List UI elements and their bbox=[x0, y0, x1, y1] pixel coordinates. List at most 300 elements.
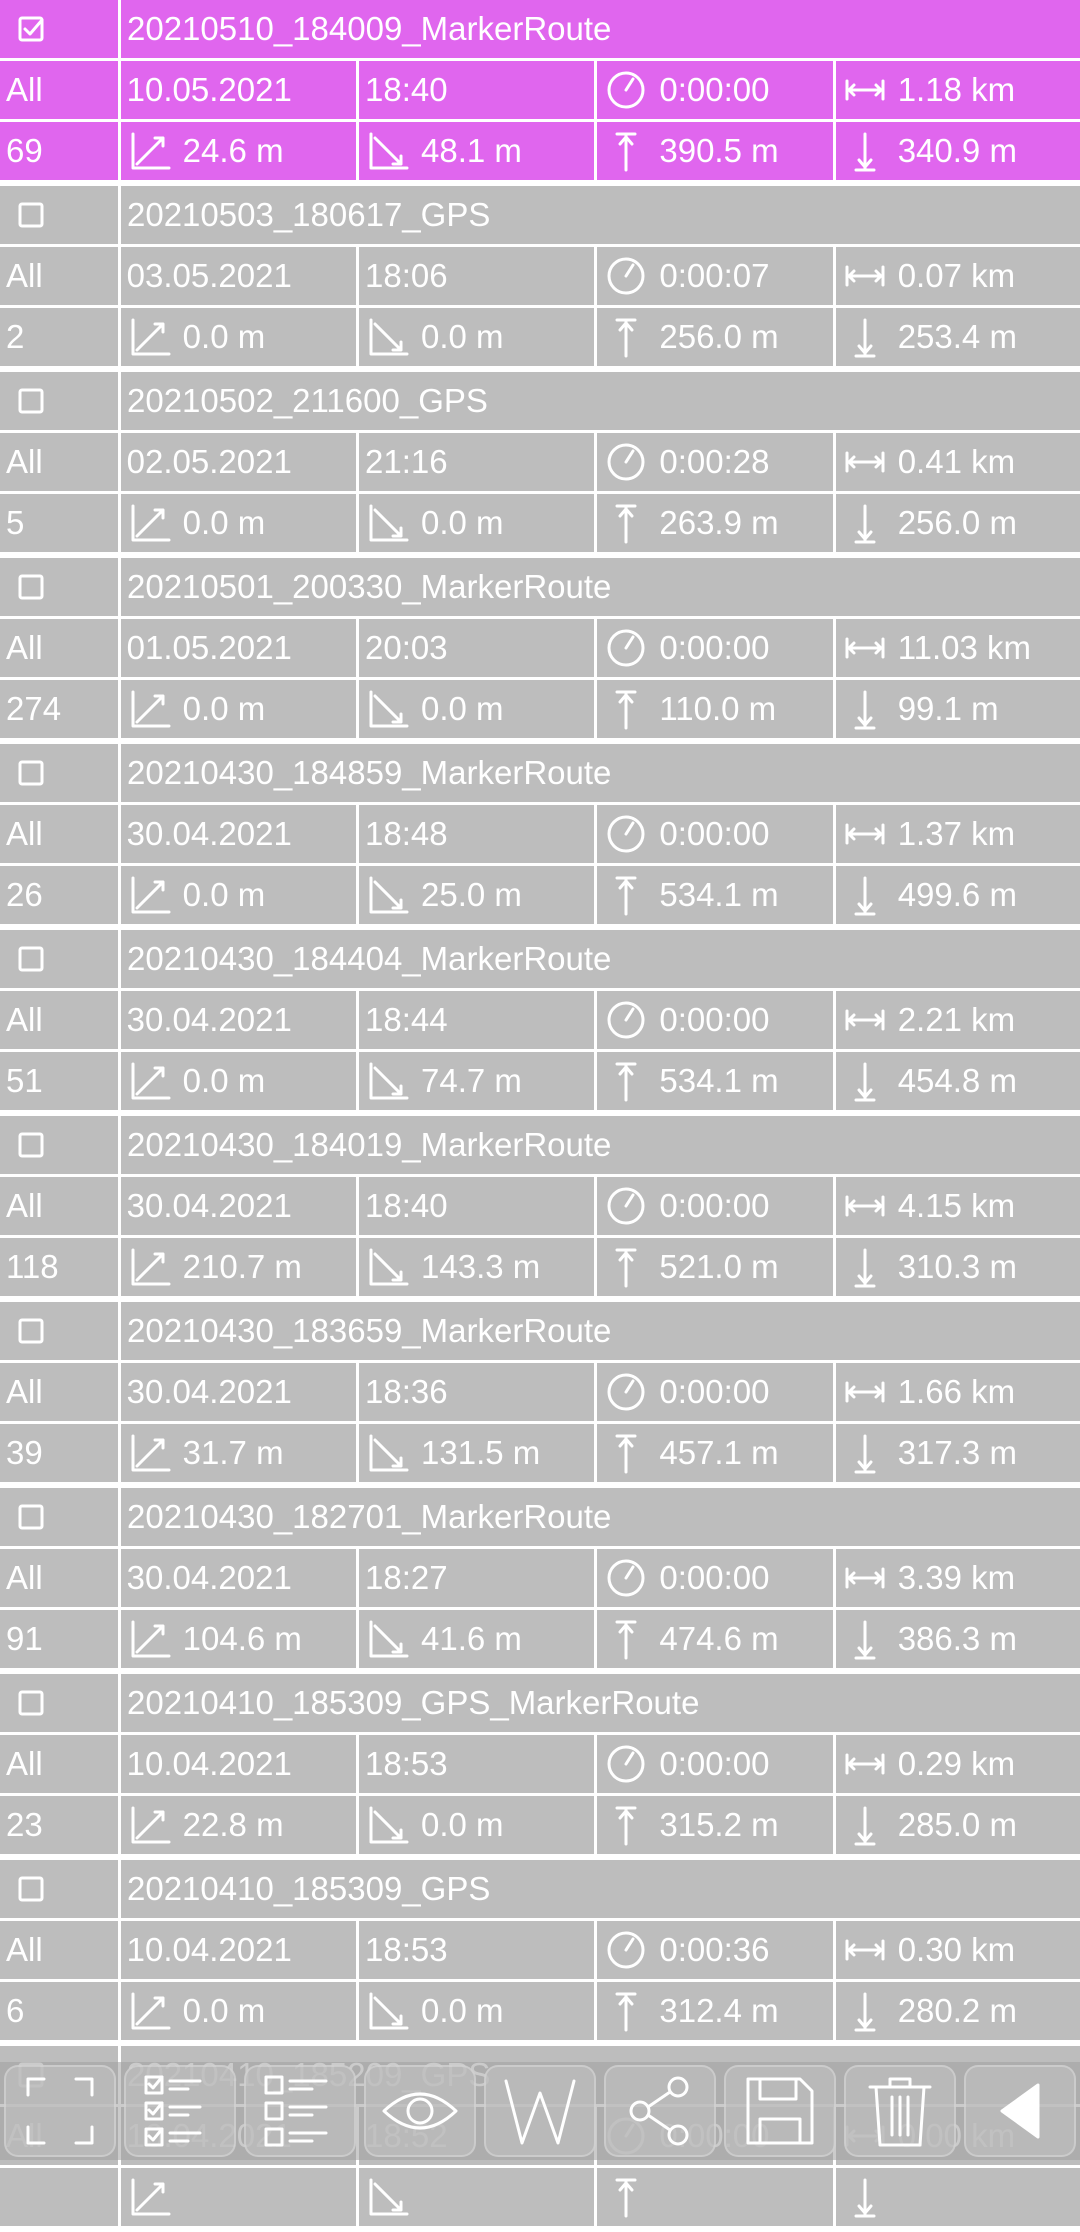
descent-icon bbox=[365, 1802, 411, 1848]
track-info-row bbox=[0, 1549, 1080, 1607]
track-filter: All bbox=[0, 1549, 118, 1607]
delete-button[interactable] bbox=[844, 2065, 956, 2157]
climb-icon bbox=[127, 2174, 173, 2220]
track-max-alt: 263.9 m bbox=[659, 504, 779, 541]
track-info-row bbox=[0, 1735, 1080, 1793]
clock-icon bbox=[603, 253, 649, 299]
track-checkbox[interactable] bbox=[0, 0, 118, 58]
track-descent: 0.0 m bbox=[421, 318, 504, 355]
track-min-alt: 340.9 m bbox=[897, 132, 1017, 169]
track-name: 20210430_183659_MarkerRoute bbox=[121, 1302, 1080, 1360]
track-points: 118 bbox=[0, 1238, 118, 1296]
track-time: 18:40 bbox=[359, 1177, 594, 1235]
track-points: 39 bbox=[0, 1424, 118, 1482]
track-descent: 48.1 m bbox=[421, 132, 522, 169]
descent-icon bbox=[365, 1430, 411, 1476]
track-min-alt: 317.3 m bbox=[897, 1434, 1017, 1471]
track-distance: 0.07 km bbox=[897, 257, 1016, 294]
track-date: 01.05.2021 bbox=[121, 619, 356, 677]
track-climb: 210.7 m bbox=[182, 1248, 302, 1285]
distance-icon bbox=[842, 253, 888, 299]
track-max-alt: 256.0 m bbox=[659, 318, 779, 355]
track-max-alt-cell bbox=[597, 1796, 832, 1854]
bottom-toolbar bbox=[0, 2062, 1080, 2160]
track-duration-cell bbox=[597, 991, 832, 1049]
track-stats-row bbox=[0, 122, 1080, 180]
arrow-down-icon bbox=[842, 1616, 888, 1662]
track-distance: 3.39 km bbox=[897, 1559, 1016, 1596]
track-max-alt-cell bbox=[597, 1052, 832, 1110]
track-filter: All bbox=[0, 619, 118, 677]
track-descent-cell bbox=[359, 1238, 594, 1296]
waypoints-button[interactable] bbox=[484, 2065, 596, 2157]
track-max-alt-cell bbox=[597, 2168, 832, 2226]
track-max-alt: 110.0 m bbox=[659, 690, 777, 727]
track-date: 30.04.2021 bbox=[121, 991, 356, 1049]
clock-icon bbox=[603, 811, 649, 857]
arrow-up-icon bbox=[603, 1430, 649, 1476]
track-stats-row bbox=[0, 1796, 1080, 1854]
track-max-alt: 390.5 m bbox=[659, 132, 779, 169]
distance-icon bbox=[842, 1183, 888, 1229]
track-checkbox[interactable] bbox=[0, 744, 118, 802]
distance-icon bbox=[842, 1927, 888, 1973]
arrow-up-icon bbox=[603, 1802, 649, 1848]
track-descent: 0.0 m bbox=[421, 1992, 504, 2029]
arrow-down-icon bbox=[842, 1058, 888, 1104]
clock-icon bbox=[603, 1369, 649, 1415]
descent-icon bbox=[365, 500, 411, 546]
checkbox-icon[interactable] bbox=[16, 1874, 46, 1904]
track-checkbox[interactable] bbox=[0, 1302, 118, 1360]
track-descent: 0.0 m bbox=[421, 504, 504, 541]
descent-icon bbox=[365, 128, 411, 174]
climb-icon bbox=[127, 1802, 173, 1848]
track-title-row bbox=[0, 0, 1080, 58]
track-date: 02.05.2021 bbox=[121, 433, 356, 491]
save-button[interactable] bbox=[724, 2065, 836, 2157]
track-max-alt: 521.0 m bbox=[659, 1248, 779, 1285]
track-title-row bbox=[0, 186, 1080, 244]
track-duration-cell bbox=[597, 61, 832, 119]
track-distance: 4.15 km bbox=[897, 1187, 1016, 1224]
climb-icon bbox=[127, 500, 173, 546]
track-min-alt-cell bbox=[836, 308, 1080, 366]
track-duration: 0:00:36 bbox=[659, 1931, 770, 1968]
descent-icon bbox=[365, 872, 411, 918]
climb-icon bbox=[127, 1058, 173, 1104]
track-filter: All bbox=[0, 247, 118, 305]
track-climb-cell bbox=[121, 308, 356, 366]
track-max-alt-cell bbox=[597, 680, 832, 738]
track-climb-cell bbox=[121, 680, 356, 738]
checkbox-icon[interactable] bbox=[16, 944, 46, 974]
track-min-alt: 99.1 m bbox=[897, 690, 999, 727]
descent-icon bbox=[365, 1988, 411, 2034]
track-duration: 0:00:00 bbox=[659, 71, 770, 108]
track-climb-cell bbox=[121, 866, 356, 924]
track-descent: 0.0 m bbox=[421, 1806, 504, 1843]
track-max-alt-cell bbox=[597, 1982, 832, 2040]
track-descent-cell bbox=[359, 1424, 594, 1482]
track-time: 21:16 bbox=[359, 433, 594, 491]
track-info-row bbox=[0, 991, 1080, 1049]
arrow-up-icon bbox=[603, 314, 649, 360]
track-item[interactable] bbox=[0, 372, 1080, 552]
track-duration-cell bbox=[597, 1549, 832, 1607]
track-date: 10.04.2021 bbox=[121, 1921, 356, 1979]
track-distance: 11.03 km bbox=[897, 629, 1031, 666]
arrow-down-icon bbox=[842, 128, 888, 174]
track-name: 20210502_211600_GPS bbox=[121, 372, 1080, 430]
descent-icon bbox=[365, 2174, 411, 2220]
track-distance-cell bbox=[836, 1921, 1080, 1979]
track-points: 69 bbox=[0, 122, 118, 180]
distance-icon bbox=[842, 1741, 888, 1787]
arrow-down-icon bbox=[842, 314, 888, 360]
track-item[interactable] bbox=[0, 1674, 1080, 1854]
track-info-row bbox=[0, 61, 1080, 119]
arrow-up-icon bbox=[603, 1988, 649, 2034]
track-min-alt-cell bbox=[836, 2168, 1080, 2226]
track-climb-cell bbox=[121, 494, 356, 552]
track-time: 18:27 bbox=[359, 1549, 594, 1607]
track-distance: 0.41 km bbox=[897, 443, 1016, 480]
arrow-down-icon bbox=[842, 1802, 888, 1848]
fullscreen-button[interactable] bbox=[4, 2065, 116, 2157]
distance-icon bbox=[842, 67, 888, 113]
track-distance-cell bbox=[836, 247, 1080, 305]
track-info-row bbox=[0, 247, 1080, 305]
share-button[interactable] bbox=[604, 2065, 716, 2157]
track-min-alt-cell bbox=[836, 866, 1080, 924]
share-icon bbox=[620, 2071, 700, 2151]
track-min-alt-cell bbox=[836, 1610, 1080, 1668]
track-title-row bbox=[0, 1488, 1080, 1546]
climb-icon bbox=[127, 872, 173, 918]
track-item[interactable] bbox=[0, 0, 1080, 180]
track-descent-cell bbox=[359, 1610, 594, 1668]
track-stats-row bbox=[0, 1238, 1080, 1296]
track-min-alt: 285.0 m bbox=[897, 1806, 1017, 1843]
track-max-alt: 457.1 m bbox=[659, 1434, 779, 1471]
track-min-alt-cell bbox=[836, 1238, 1080, 1296]
arrow-up-icon bbox=[603, 1616, 649, 1662]
uncheck-all-icon bbox=[260, 2071, 340, 2151]
track-points: 91 bbox=[0, 1610, 118, 1668]
climb-icon bbox=[127, 314, 173, 360]
track-descent: 143.3 m bbox=[421, 1248, 541, 1285]
track-climb: 0.0 m bbox=[182, 504, 266, 541]
track-climb-cell bbox=[121, 1796, 356, 1854]
track-distance-cell bbox=[836, 1549, 1080, 1607]
select-all-button[interactable] bbox=[124, 2065, 236, 2157]
track-min-alt-cell bbox=[836, 1796, 1080, 1854]
track-max-alt-cell bbox=[597, 1610, 832, 1668]
track-checkbox[interactable] bbox=[0, 372, 118, 430]
track-points: 2 bbox=[0, 308, 118, 366]
checkbox-icon[interactable] bbox=[16, 1316, 46, 1346]
track-checkbox[interactable] bbox=[0, 1860, 118, 1918]
track-stats-row bbox=[0, 1424, 1080, 1482]
track-item[interactable] bbox=[0, 930, 1080, 1110]
track-time: 18:06 bbox=[359, 247, 594, 305]
track-distance-cell bbox=[836, 805, 1080, 863]
track-points: 5 bbox=[0, 494, 118, 552]
track-name: 20210410_185309_GPS_MarkerRoute bbox=[121, 1674, 1080, 1732]
track-name: 20210430_184019_MarkerRoute bbox=[121, 1116, 1080, 1174]
track-climb-cell bbox=[121, 1052, 356, 1110]
track-checkbox[interactable] bbox=[0, 1116, 118, 1174]
eye-icon bbox=[380, 2071, 460, 2151]
track-duration: 0:00:00 bbox=[659, 1745, 770, 1782]
track-item[interactable] bbox=[0, 558, 1080, 738]
track-min-alt-cell bbox=[836, 1982, 1080, 2040]
distance-icon bbox=[842, 997, 888, 1043]
track-checkbox[interactable] bbox=[0, 1488, 118, 1546]
track-stats-row bbox=[0, 1982, 1080, 2040]
track-min-alt: 280.2 m bbox=[897, 1992, 1017, 2029]
track-descent-cell bbox=[359, 866, 594, 924]
track-descent-cell bbox=[359, 1982, 594, 2040]
save-icon bbox=[740, 2071, 820, 2151]
descent-icon bbox=[365, 1058, 411, 1104]
checkbox-icon[interactable] bbox=[16, 1688, 46, 1718]
track-descent-cell bbox=[359, 1796, 594, 1854]
distance-icon bbox=[842, 625, 888, 671]
track-climb: 0.0 m bbox=[182, 318, 266, 355]
track-name: 20210503_180617_GPS bbox=[121, 186, 1080, 244]
track-climb: 0.0 m bbox=[182, 876, 266, 913]
track-climb-cell bbox=[121, 2168, 356, 2226]
arrow-down-icon bbox=[842, 686, 888, 732]
track-filter: All bbox=[0, 1177, 118, 1235]
track-filter: All bbox=[0, 61, 118, 119]
track-descent-cell bbox=[359, 680, 594, 738]
climb-icon bbox=[127, 1616, 173, 1662]
track-points: 23 bbox=[0, 1796, 118, 1854]
checkbox-icon[interactable] bbox=[16, 758, 46, 788]
clock-icon bbox=[603, 1741, 649, 1787]
track-time: 20:03 bbox=[359, 619, 594, 677]
track-filter: All bbox=[0, 1363, 118, 1421]
track-item[interactable] bbox=[0, 1116, 1080, 1296]
track-descent: 25.0 m bbox=[421, 876, 522, 913]
checkbox-icon[interactable] bbox=[16, 572, 46, 602]
track-title-row bbox=[0, 1860, 1080, 1918]
track-duration: 0:00:00 bbox=[659, 1373, 770, 1410]
track-distance: 0.29 km bbox=[897, 1745, 1016, 1782]
deselect-all-button[interactable] bbox=[244, 2065, 356, 2157]
track-time: 18:48 bbox=[359, 805, 594, 863]
clock-icon bbox=[603, 439, 649, 485]
track-distance-cell bbox=[836, 1735, 1080, 1793]
checkbox-icon[interactable] bbox=[16, 200, 46, 230]
track-climb-cell bbox=[121, 1238, 356, 1296]
arrow-down-icon bbox=[842, 1430, 888, 1476]
trash-icon bbox=[860, 2071, 940, 2151]
track-duration: 0:00:07 bbox=[659, 257, 770, 294]
track-date: 10.04.2021 bbox=[121, 1735, 356, 1793]
track-date: 30.04.2021 bbox=[121, 1177, 356, 1235]
climb-icon bbox=[127, 128, 173, 174]
arrow-down-icon bbox=[842, 872, 888, 918]
track-duration-cell bbox=[597, 247, 832, 305]
track-title-row bbox=[0, 372, 1080, 430]
descent-icon bbox=[365, 1244, 411, 1290]
arrow-down-icon bbox=[842, 2174, 888, 2220]
track-distance-cell bbox=[836, 433, 1080, 491]
clock-icon bbox=[603, 1555, 649, 1601]
track-duration-cell bbox=[597, 1921, 832, 1979]
distance-icon bbox=[842, 811, 888, 857]
track-time: 18:36 bbox=[359, 1363, 594, 1421]
track-climb: 22.8 m bbox=[182, 1806, 284, 1843]
track-climb-cell bbox=[121, 1424, 356, 1482]
track-stats-row bbox=[0, 680, 1080, 738]
check-all-icon bbox=[140, 2071, 220, 2151]
track-duration: 0:00:00 bbox=[659, 629, 770, 666]
track-descent-cell bbox=[359, 122, 594, 180]
track-date: 30.04.2021 bbox=[121, 1549, 356, 1607]
arrow-up-icon bbox=[603, 500, 649, 546]
arrow-up-icon bbox=[603, 128, 649, 174]
track-item[interactable] bbox=[0, 744, 1080, 924]
track-descent: 0.0 m bbox=[421, 690, 504, 727]
checkbox-icon[interactable] bbox=[16, 386, 46, 416]
track-filter: All bbox=[0, 1921, 118, 1979]
track-min-alt-cell bbox=[836, 494, 1080, 552]
track-min-alt: 310.3 m bbox=[897, 1248, 1017, 1285]
arrow-up-icon bbox=[603, 2174, 649, 2220]
track-date: 10.05.2021 bbox=[121, 61, 356, 119]
track-distance-cell bbox=[836, 991, 1080, 1049]
descent-icon bbox=[365, 686, 411, 732]
descent-icon bbox=[365, 1616, 411, 1662]
track-title-row bbox=[0, 1674, 1080, 1732]
track-info-row bbox=[0, 619, 1080, 677]
clock-icon bbox=[603, 67, 649, 113]
track-climb: 0.0 m bbox=[182, 690, 266, 727]
track-info-row bbox=[0, 1177, 1080, 1235]
arrow-down-icon bbox=[842, 1988, 888, 2034]
clock-icon bbox=[603, 997, 649, 1043]
track-name: 20210510_184009_MarkerRoute bbox=[121, 0, 1080, 58]
track-info-row bbox=[0, 1363, 1080, 1421]
track-time: 18:44 bbox=[359, 991, 594, 1049]
track-name: 20210430_184859_MarkerRoute bbox=[121, 744, 1080, 802]
climb-icon bbox=[127, 1244, 173, 1290]
track-descent-cell bbox=[359, 2168, 594, 2226]
checkbox-icon[interactable] bbox=[16, 1130, 46, 1160]
track-stats-row bbox=[0, 1052, 1080, 1110]
track-climb: 0.0 m bbox=[182, 1992, 266, 2029]
back-button[interactable] bbox=[964, 2065, 1076, 2157]
track-distance-cell bbox=[836, 1363, 1080, 1421]
track-stats-row bbox=[0, 1610, 1080, 1668]
track-title-row bbox=[0, 744, 1080, 802]
track-min-alt-cell bbox=[836, 1424, 1080, 1482]
track-duration: 0:00:00 bbox=[659, 1559, 770, 1596]
track-climb-cell bbox=[121, 122, 356, 180]
track-descent: 131.5 m bbox=[421, 1434, 541, 1471]
track-distance-cell bbox=[836, 619, 1080, 677]
track-checkbox[interactable] bbox=[0, 558, 118, 616]
track-points bbox=[0, 2168, 118, 2226]
clock-icon bbox=[603, 625, 649, 671]
fullscreen-icon bbox=[20, 2071, 100, 2151]
track-duration: 0:00:00 bbox=[659, 1187, 770, 1224]
track-title-row bbox=[0, 1302, 1080, 1360]
track-item[interactable] bbox=[0, 1302, 1080, 1482]
track-distance-cell bbox=[836, 61, 1080, 119]
track-title-row bbox=[0, 930, 1080, 988]
track-max-alt-cell bbox=[597, 866, 832, 924]
clock-icon bbox=[603, 1183, 649, 1229]
track-checkbox[interactable] bbox=[0, 186, 118, 244]
track-duration: 0:00:28 bbox=[659, 443, 770, 480]
track-checkbox[interactable] bbox=[0, 930, 118, 988]
checkbox-icon[interactable] bbox=[16, 1502, 46, 1532]
track-item[interactable] bbox=[0, 1488, 1080, 1668]
track-climb: 24.6 m bbox=[182, 132, 284, 169]
track-climb: 0.0 m bbox=[182, 1062, 266, 1099]
arrow-up-icon bbox=[603, 686, 649, 732]
track-stats-row bbox=[0, 2168, 1080, 2226]
track-max-alt-cell bbox=[597, 1238, 832, 1296]
view-button[interactable] bbox=[364, 2065, 476, 2157]
track-distance: 2.21 km bbox=[897, 1001, 1016, 1038]
track-climb-cell bbox=[121, 1982, 356, 2040]
track-points: 274 bbox=[0, 680, 118, 738]
track-name: 20210430_182701_MarkerRoute bbox=[121, 1488, 1080, 1546]
track-min-alt: 256.0 m bbox=[897, 504, 1017, 541]
track-stats-row bbox=[0, 866, 1080, 924]
distance-icon bbox=[842, 439, 888, 485]
track-max-alt-cell bbox=[597, 122, 832, 180]
track-checkbox[interactable] bbox=[0, 1674, 118, 1732]
track-duration-cell bbox=[597, 805, 832, 863]
track-descent-cell bbox=[359, 1052, 594, 1110]
track-climb: 104.6 m bbox=[182, 1620, 302, 1657]
arrow-up-icon bbox=[603, 872, 649, 918]
track-time: 18:53 bbox=[359, 1735, 594, 1793]
clock-icon bbox=[603, 1927, 649, 1973]
track-filter: All bbox=[0, 1735, 118, 1793]
track-item[interactable] bbox=[0, 186, 1080, 366]
track-name: 20210430_184404_MarkerRoute bbox=[121, 930, 1080, 988]
track-date: 30.04.2021 bbox=[121, 1363, 356, 1421]
track-time: 18:40 bbox=[359, 61, 594, 119]
back-icon bbox=[980, 2071, 1060, 2151]
track-item[interactable] bbox=[0, 1860, 1080, 2040]
track-title-row bbox=[0, 1116, 1080, 1174]
track-max-alt: 315.2 m bbox=[659, 1806, 779, 1843]
track-min-alt: 253.4 m bbox=[897, 318, 1017, 355]
arrow-down-icon bbox=[842, 500, 888, 546]
track-filter: All bbox=[0, 991, 118, 1049]
arrow-up-icon bbox=[603, 1244, 649, 1290]
track-distance: 0.30 km bbox=[897, 1931, 1016, 1968]
track-name: 20210501_200330_MarkerRoute bbox=[121, 558, 1080, 616]
track-info-row bbox=[0, 805, 1080, 863]
track-date: 03.05.2021 bbox=[121, 247, 356, 305]
w-icon bbox=[500, 2071, 580, 2151]
distance-icon bbox=[842, 1369, 888, 1415]
checkbox-icon[interactable] bbox=[16, 14, 46, 44]
track-max-alt: 534.1 m bbox=[659, 1062, 779, 1099]
track-info-row bbox=[0, 1921, 1080, 1979]
